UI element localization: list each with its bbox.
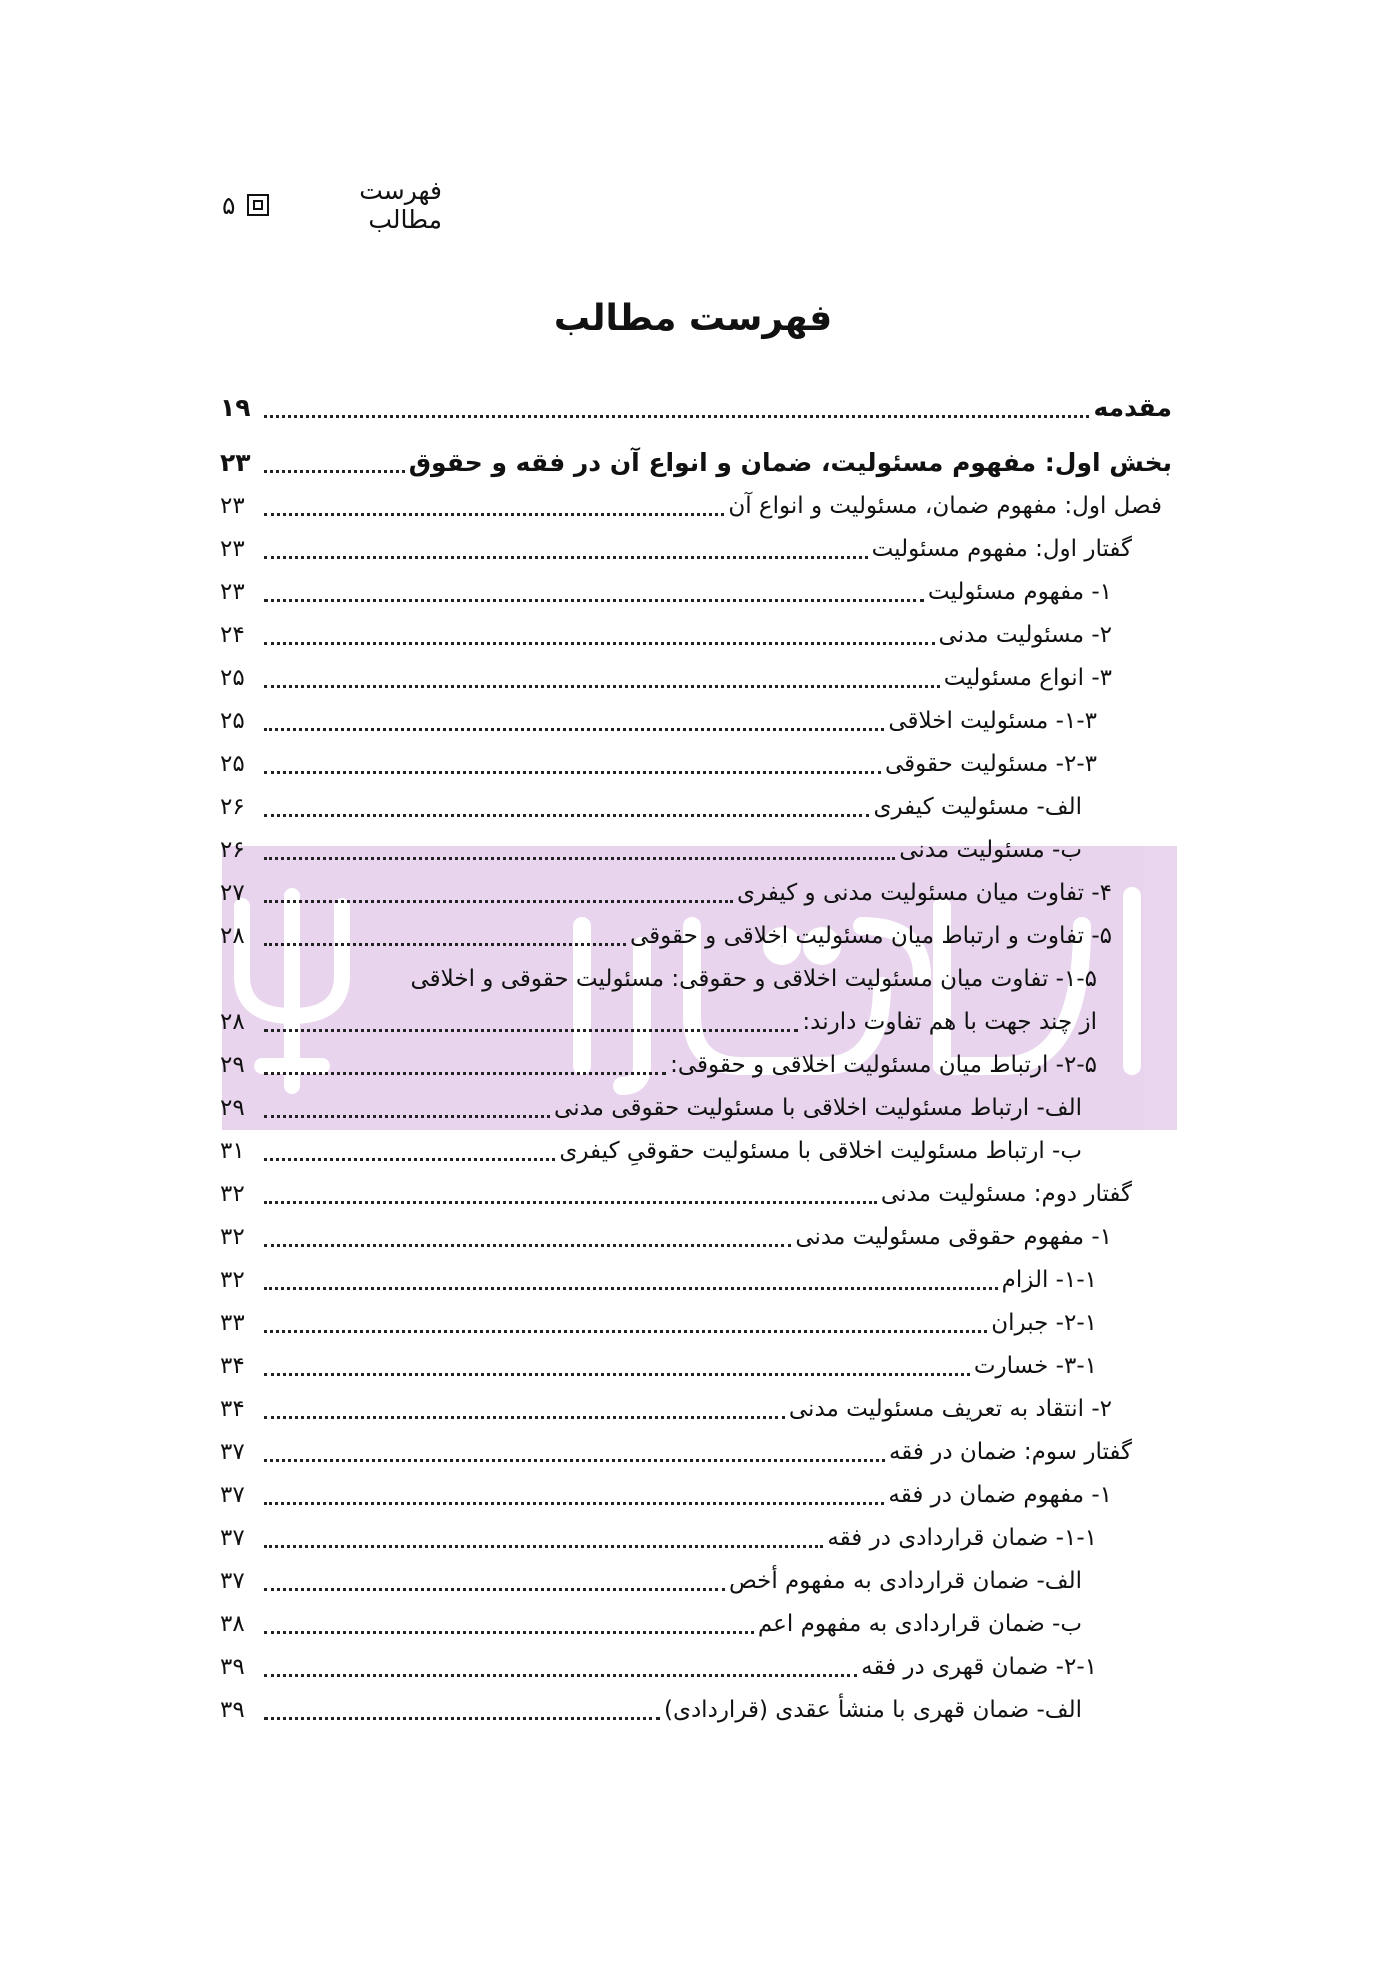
- toc-entry-page: ۲۳: [220, 448, 251, 477]
- toc-entry-title: ب- مسئولیت مدنی: [899, 836, 1082, 863]
- dot-leader: [264, 771, 881, 774]
- dot-leader: [264, 1717, 660, 1720]
- toc-entry-page: ۳۷: [220, 1524, 245, 1551]
- dot-leader: [264, 1545, 823, 1548]
- toc-entry[interactable]: [220, 527, 1172, 570]
- dot-leader: [264, 1115, 550, 1118]
- toc-entry-title: ۲- مسئولیت مدنی: [938, 621, 1112, 648]
- toc-entry-page: ۳۸: [220, 1610, 245, 1637]
- toc-entry-page: ۳۹: [220, 1696, 245, 1723]
- dot-leader: [264, 1502, 884, 1505]
- page-number: ۵: [222, 190, 236, 220]
- toc-entry-title: ۲-۱- جبران: [991, 1309, 1097, 1336]
- toc-entry-title: ۱- مفهوم ضمان در فقه: [888, 1481, 1112, 1508]
- toc-entry-page: ۳۷: [220, 1438, 245, 1465]
- toc-entry-title: الف- ضمان قراردادی به مفهوم أخص: [728, 1567, 1082, 1594]
- toc-entry-title: ۳- انواع مسئولیت: [943, 664, 1112, 691]
- toc-entry[interactable]: [220, 1301, 1172, 1344]
- toc-entry[interactable]: [220, 1688, 1172, 1731]
- toc-entry-page: ۳۴: [220, 1395, 245, 1422]
- toc-entry-title: ب- ضمان قراردادی به مفهوم اعم: [757, 1610, 1082, 1637]
- toc-entry[interactable]: [220, 656, 1172, 699]
- toc-entry[interactable]: [220, 1172, 1172, 1215]
- toc-entry-page: ۲۶: [220, 836, 245, 863]
- toc-entry[interactable]: [220, 1559, 1172, 1602]
- toc-entry[interactable]: [220, 1043, 1172, 1086]
- toc-entry[interactable]: [220, 1430, 1172, 1473]
- toc-entry-title: از چند جهت با هم تفاوت دارند:: [802, 1008, 1097, 1035]
- toc-entry[interactable]: [220, 914, 1172, 957]
- toc-entry[interactable]: [220, 570, 1172, 613]
- toc-entry[interactable]: [220, 441, 1172, 484]
- dot-leader: [264, 642, 935, 645]
- dot-leader: [264, 685, 940, 688]
- toc-entry[interactable]: [220, 1258, 1172, 1301]
- toc-entry-title: ۲-۱- ضمان قهری در فقه: [861, 1653, 1097, 1680]
- dot-leader: [264, 1201, 877, 1204]
- toc-entry-title: گفتار اول: مفهوم مسئولیت: [871, 535, 1132, 562]
- toc-entry-title: فصل اول: مفهوم ضمان، مسئولیت و انواع آن: [728, 492, 1162, 519]
- dot-leader: [264, 599, 924, 602]
- toc-entry-page: ۲۵: [220, 750, 245, 777]
- dot-leader: [264, 1287, 998, 1290]
- dot-leader: [264, 900, 733, 903]
- dot-leader: [264, 728, 884, 731]
- toc-entry-page: ۲۸: [220, 922, 245, 949]
- dot-leader: [264, 513, 724, 516]
- toc-entry-page: ۳۷: [220, 1481, 245, 1508]
- dot-leader: [264, 1631, 754, 1634]
- toc-entry[interactable]: [220, 785, 1172, 828]
- toc-entry[interactable]: [220, 484, 1172, 527]
- toc-entry-title: گفتار سوم: ضمان در فقه: [888, 1438, 1132, 1465]
- dot-leader: [264, 1330, 987, 1333]
- toc-entry[interactable]: [220, 742, 1172, 785]
- toc-entry-title: ۱-۱- الزام: [1001, 1266, 1097, 1293]
- toc-entry[interactable]: [220, 957, 1172, 1000]
- toc-entry-page: ۲۸: [220, 1008, 245, 1035]
- toc-entry-page: ۲۳: [220, 492, 245, 519]
- toc-entry-title: ۳-۱- خسارت: [973, 1352, 1097, 1379]
- table-of-contents: [220, 386, 1172, 1731]
- toc-entry-title: ۱-۵- تفاوت میان مسئولیت اخلاقی و حقوقی: مسئولیت حقوقی و اخلاقی: [410, 965, 1097, 992]
- toc-entry[interactable]: [220, 613, 1172, 656]
- toc-entry-title: الف- مسئولیت کیفری: [873, 793, 1082, 820]
- toc-entry-title: الف- ضمان قهری با منشأ عقدی (قراردادی): [663, 1696, 1082, 1723]
- toc-entry-page: ۳۲: [220, 1180, 245, 1207]
- dot-leader: [264, 1072, 666, 1075]
- toc-entry-title: ۵- تفاوت و ارتباط میان مسئولیت اخلاقی و حقوقی: [629, 922, 1112, 949]
- toc-entry-page: ۳۹: [220, 1653, 245, 1680]
- toc-entry[interactable]: [220, 1602, 1172, 1645]
- toc-entry-title: گفتار دوم: مسئولیت مدنی: [880, 1180, 1132, 1207]
- toc-entry-page: ۳۱: [220, 1137, 245, 1164]
- toc-entry-page: ۳۲: [220, 1223, 245, 1250]
- toc-entry[interactable]: [220, 1645, 1172, 1688]
- dot-leader: [264, 1588, 725, 1591]
- toc-entry-title: ۲-۵- ارتباط میان مسئولیت اخلاقی و حقوقی:: [670, 1051, 1097, 1078]
- toc-entry[interactable]: [220, 699, 1172, 742]
- toc-entry-page: ۲۹: [220, 1094, 245, 1121]
- toc-entry[interactable]: [220, 1086, 1172, 1129]
- dot-leader: [264, 415, 1089, 418]
- toc-entry-title: ۴- تفاوت میان مسئولیت مدنی و کیفری: [737, 879, 1112, 906]
- toc-entry[interactable]: [220, 828, 1172, 871]
- toc-entry-title: الف- ارتباط مسئولیت اخلاقی با مسئولیت حقوقی مدنی: [554, 1094, 1082, 1121]
- toc-entry-title: ب- ارتباط مسئولیت اخلاقی با مسئولیت حقوقیِ کیفری: [559, 1137, 1082, 1164]
- toc-entry-title: ۱-۳- مسئولیت اخلاقی: [888, 707, 1097, 734]
- toc-entry[interactable]: [220, 871, 1172, 914]
- toc-entry-page: ۲۳: [220, 578, 245, 605]
- dot-leader: [264, 1029, 798, 1032]
- dot-leader: [264, 556, 868, 559]
- dot-leader: [264, 1373, 970, 1376]
- dot-leader: [264, 943, 626, 946]
- toc-entry[interactable]: [220, 1516, 1172, 1559]
- toc-entry-page: ۲۶: [220, 793, 245, 820]
- toc-entry-title: ۱- مفهوم مسئولیت: [927, 578, 1112, 605]
- toc-entry-title: بخش اول: مفهوم مسئولیت، ضمان و انواع آن در فقه و حقوق: [408, 448, 1172, 477]
- toc-entry-title: ۱-۱- ضمان قراردادی در فقه: [827, 1524, 1097, 1551]
- toc-entry[interactable]: [220, 1215, 1172, 1258]
- toc-entry-page: ۱۹: [220, 393, 251, 422]
- toc-entry-page: ۲۵: [220, 707, 245, 734]
- toc-entry-page: ۲۹: [220, 1051, 245, 1078]
- toc-entry-title: ۲- انتقاد به تعریف مسئولیت مدنی: [788, 1395, 1112, 1422]
- running-title: فهرست مطالب: [359, 176, 442, 234]
- square-ornament-icon: [247, 194, 269, 216]
- toc-entry-title: مقدمه: [1093, 393, 1172, 422]
- toc-entry-title: ۲-۳- مسئولیت حقوقی: [884, 750, 1097, 777]
- toc-entry[interactable]: [220, 386, 1172, 429]
- dot-leader: [264, 857, 895, 860]
- dot-leader: [264, 1158, 555, 1161]
- toc-entry-page: ۳۳: [220, 1309, 245, 1336]
- toc-entry-page: ۲۳: [220, 535, 245, 562]
- toc-entry-page: ۲۷: [220, 879, 245, 906]
- toc-entry[interactable]: [220, 1129, 1172, 1172]
- toc-entry-page: ۲۵: [220, 664, 245, 691]
- toc-entry[interactable]: [220, 1387, 1172, 1430]
- toc-entry-page: ۳۷: [220, 1567, 245, 1594]
- toc-entry-title: ۱- مفهوم حقوقی مسئولیت مدنی: [795, 1223, 1112, 1250]
- toc-entry-page: ۲۴: [220, 621, 245, 648]
- page-title: فهرست مطالب: [553, 298, 833, 339]
- dot-leader: [264, 1459, 885, 1462]
- toc-entry[interactable]: [220, 1000, 1172, 1043]
- dot-leader: [264, 1674, 857, 1677]
- dot-leader: [264, 1244, 791, 1247]
- toc-entry[interactable]: [220, 1473, 1172, 1516]
- dot-leader: [264, 1416, 785, 1419]
- toc-entry[interactable]: [220, 1344, 1172, 1387]
- dot-leader: [264, 470, 405, 473]
- dot-leader: [264, 814, 869, 817]
- toc-entry-page: ۳۴: [220, 1352, 245, 1379]
- running-header: [222, 176, 442, 234]
- toc-entry-page: ۳۲: [220, 1266, 245, 1293]
